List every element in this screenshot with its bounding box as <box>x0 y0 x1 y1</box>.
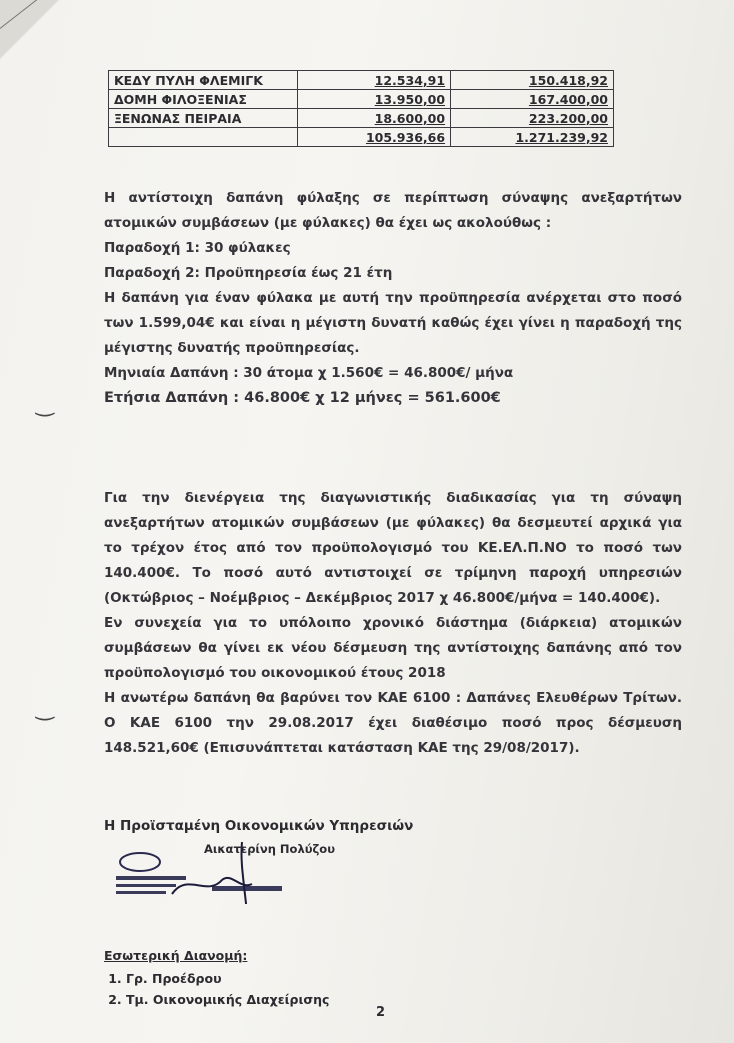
signature-block <box>104 818 424 938</box>
distribution-list <box>104 948 329 1013</box>
monthly-cost: Μηνιαία Δαπάνη : 30 άτομα χ 1.560€ = 46.800€/ μήνα <box>104 365 514 381</box>
signatory-name: Αικατερίνη Πολύζου <box>204 842 335 856</box>
signatory-title: Η Προϊσταμένη Οικονομικών Υπηρεσιών <box>104 818 414 834</box>
table-cell-annual: 150.418,92 <box>451 71 614 90</box>
assumption-2: Παραδοχή 2: Προϋπηρεσία έως 21 έτη <box>104 265 393 281</box>
table-cell-name: ΞΕΝΩΝΑΣ ΠΕΙΡΑΙΑ <box>109 109 298 128</box>
page-fold <box>0 0 60 60</box>
table-cell-annual: 167.400,00 <box>451 90 614 109</box>
table-cell-monthly: 18.600,00 <box>298 109 451 128</box>
cost-table <box>108 70 614 147</box>
table-total-row <box>109 128 614 147</box>
distribution-item: 2. Τμ. Οικονομικής Διαχείρισης <box>126 992 329 1007</box>
table-cell-annual: 223.200,00 <box>451 109 614 128</box>
table-cell-name <box>109 128 298 147</box>
page-number: 2 <box>376 1005 386 1020</box>
table-cell-monthly-total: 105.936,66 <box>298 128 451 147</box>
distribution-item: 1. Γρ. Προέδρου <box>126 971 329 986</box>
body-text-2 <box>104 486 682 761</box>
paragraph-kae: Η ανωτέρω δαπάνη θα βαρύνει τον ΚΑΕ 6100 : Δαπάνες Ελευθέρων Τρίτων. Ο ΚΑΕ 6100 την 29.08.2017 έχει διαθέσιμο ποσό προς δέσμευση 148.521,60€ (Επισυνάπτεται κατάσταση ΚΑΕ της 29/08/2017). <box>104 690 682 756</box>
distribution-title: Εσωτερική Διανομή: <box>104 948 248 963</box>
table-cell-name: ΔΟΜΗ ΦΙΛΟΞΕΝΙΑΣ <box>109 90 298 109</box>
body-text <box>104 186 682 411</box>
signature-stamp-icon <box>112 842 292 904</box>
paragraph-intro: Η αντίστοιχη δαπάνη φύλαξης σε περίπτωση σύναψης ανεξαρτήτων ατομικών συμβάσεων (με φύλακες) θα έχει ως ακολούθως : <box>104 190 682 231</box>
binding-hole-mark-icon: ‿ <box>36 696 54 721</box>
paragraph-remaining: Εν συνεχεία για το υπόλοιπο χρονικό διάστημα (διάρκεια) ατομικών συμβάσεων θα γίνει εκ νέου δέσμευση της αντίστοιχης δαπάνης από τον προϋπολογισμό του οικονομικού έτους 2018 <box>104 615 682 681</box>
table-cell-name: ΚΕΔΥ ΠΥΛΗ ΦΛΕΜΙΓΚ <box>109 71 298 90</box>
paragraph-guard-cost: Η δαπάνη για έναν φύλακα με αυτή την προϋπηρεσία ανέρχεται στο ποσό των 1.599,04€ και είναι η μέγιστη δυνατή καθώς έχει γίνει η παραδοχή της μέγιστης δυνατής προϋπηρεσίας. <box>104 290 682 356</box>
binding-hole-mark-icon: ‿ <box>36 392 54 417</box>
table-cell-annual-total: 1.271.239,92 <box>451 128 614 147</box>
paragraph-commitment: Για την διενέργεια της διαγωνιστικής διαδικασίας για τη σύναψη ανεξαρτήτων ατομικών συμβάσεων (με φύλακες) θα δεσμευτεί αρχικά για το τρέχον έτος από τον προϋπολογισμό του ΚΕ.ΕΛ.Π.ΝΟ το ποσό των 140.400€. Το ποσό αυτό αντιστοιχεί σε τρίμηνη παροχή υπηρεσιών (Οκτώβριος – Νοέμβριος – Δεκέμβριος 2017 χ 46.800€/μήνα = 140.400€). <box>104 490 682 606</box>
table-cell-monthly: 13.950,00 <box>298 90 451 109</box>
annual-cost: Ετήσια Δαπάνη : 46.800€ χ 12 μήνες = 561.600€ <box>104 390 501 406</box>
table-cell-monthly: 12.534,91 <box>298 71 451 90</box>
table-row <box>109 109 614 128</box>
assumption-1: Παραδοχή 1: 30 φύλακες <box>104 240 291 256</box>
table-row <box>109 71 614 90</box>
table-row <box>109 90 614 109</box>
